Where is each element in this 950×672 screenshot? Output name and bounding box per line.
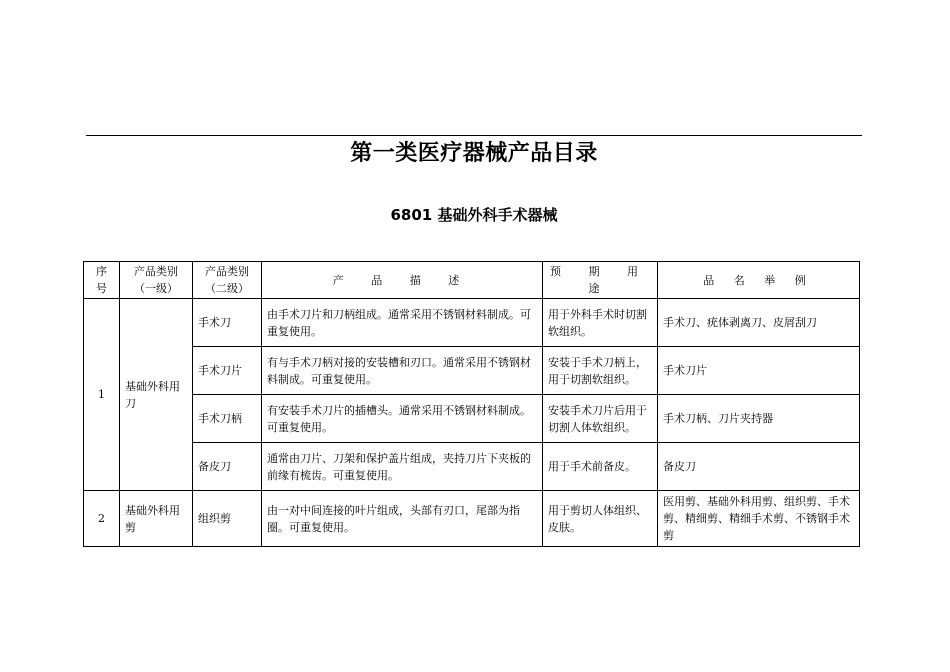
table-row (84, 395, 860, 443)
intended-use-cell: 安装手术刀片后用于切割人体软组织。 (543, 395, 658, 443)
category-level1-cell: 基础外科用剪 (120, 491, 193, 547)
table-header-row (84, 262, 860, 299)
intended-use-cell: 安装于手术刀柄上，用于切割软组织。 (543, 347, 658, 395)
table-row (84, 443, 860, 491)
name-examples-cell: 手术刀、疣体剥离刀、皮屑刮刀 (658, 299, 860, 347)
category-level2-cell: 手术刀 (193, 299, 262, 347)
intended-use-cell: 用于剪切人体组织、皮肤。 (543, 491, 658, 547)
category-level2-cell: 组织剪 (193, 491, 262, 547)
category-level1-cell: 基础外科用刀 (120, 299, 193, 491)
intended-use-cell: 用于手术前备皮。 (543, 443, 658, 491)
description-cell: 由手术刀片和刀柄组成。通常采用不锈钢材料制成。可重复使用。 (262, 299, 543, 347)
product-catalog-table (83, 261, 860, 547)
header-seq: 序 号 (84, 262, 120, 299)
category-level2-cell: 备皮刀 (193, 443, 262, 491)
table-row (84, 491, 860, 547)
header-name-examples: 品 名 举 例 (658, 262, 860, 299)
description-cell: 通常由刀片、刀架和保护盖片组成，夹持刀片下夹板的前缘有梳齿。可重复使用。 (262, 443, 543, 491)
header-category-level2: 产品类别 （二级） (193, 262, 262, 299)
name-examples-cell: 医用剪、基础外科用剪、组织剪、手术剪、精细剪、精细手术剪、不锈钢手术剪 (658, 491, 860, 547)
table-row (84, 299, 860, 347)
description-cell: 有与手术刀柄对接的安装槽和刃口。通常采用不锈钢材料制成。可重复使用。 (262, 347, 543, 395)
category-level2-cell: 手术刀片 (193, 347, 262, 395)
seq-cell: 2 (84, 491, 120, 547)
description-cell: 由一对中间连接的叶片组成，头部有刃口，尾部为指圈。可重复使用。 (262, 491, 543, 547)
header-intended-use: 预 期 用 途 (543, 262, 658, 299)
name-examples-cell: 手术刀片 (658, 347, 860, 395)
header-description: 产 品 描 述 (262, 262, 543, 299)
category-level2-cell: 手术刀柄 (193, 395, 262, 443)
table-row (84, 347, 860, 395)
intended-use-cell: 用于外科手术时切割软组织。 (543, 299, 658, 347)
header-category-level1: 产品类别 （一级） (120, 262, 193, 299)
section-heading: 6801 基础外科手术器械 (390, 206, 558, 224)
description-cell: 有安装手术刀片的插槽头。通常采用不锈钢材料制成。可重复使用。 (262, 395, 543, 443)
name-examples-cell: 手术刀柄、刀片夹持器 (658, 395, 860, 443)
seq-cell: 1 (84, 299, 120, 491)
name-examples-cell: 备皮刀 (658, 443, 860, 491)
document-title: 第一类医疗器械产品目录 (350, 141, 598, 166)
